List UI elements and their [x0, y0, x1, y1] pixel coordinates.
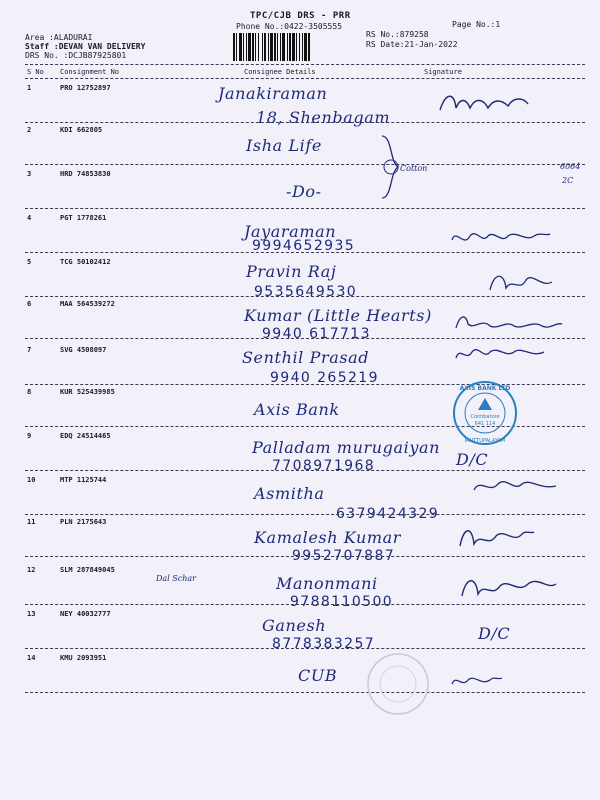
header-rule-top	[25, 64, 585, 65]
consignment-number: PGT 1778261	[60, 214, 107, 222]
row-number: 10	[27, 476, 36, 484]
staff-label: Staff :DEVAN VAN DELIVERY	[25, 42, 146, 51]
barcode-bar	[268, 33, 269, 61]
consignee-detail: 7708971968	[272, 458, 376, 474]
col-consignment: Consignment No	[60, 68, 120, 76]
stamp-pin: 641 114	[474, 421, 496, 427]
row-number: 6	[27, 300, 32, 308]
barcode-bar	[277, 33, 278, 61]
isha-note: Cotton	[400, 164, 428, 173]
barcode-bar	[302, 33, 303, 61]
consignee-name: Palladam murugaiyan	[252, 438, 441, 457]
row-separator	[25, 470, 585, 471]
row-number: 9	[27, 432, 32, 440]
consignee-name: Ganesh	[262, 616, 327, 635]
rs-number: RS No.:879258	[366, 30, 429, 39]
consignee-detail: 6379424329	[336, 506, 440, 522]
row-number: 5	[27, 258, 32, 266]
area-label: Area :ALADURAI	[25, 33, 93, 42]
barcode-bar	[270, 33, 273, 61]
consignee-detail: 8778383257	[272, 636, 376, 652]
row-number: 4	[27, 214, 32, 222]
barcode-bar	[280, 33, 281, 61]
row-number: 12	[27, 566, 36, 574]
barcode-bar	[246, 33, 247, 61]
consignment-number: TCG 50102412	[60, 258, 111, 266]
barcode-bar	[248, 33, 251, 61]
consignee-name: -Do-	[286, 182, 322, 201]
row-separator	[25, 556, 585, 557]
row-number: 11	[27, 518, 36, 526]
row13-signature: D/C	[478, 624, 511, 643]
row-number: 7	[27, 346, 32, 354]
consignee-name: Axis Bank	[254, 400, 340, 419]
col-sno: S No	[27, 68, 44, 76]
col-signature: Signature	[424, 68, 462, 76]
consignee-detail: 18, Shenbagam	[256, 108, 391, 127]
consignment-number: NEY 40032777	[60, 610, 111, 618]
consignment-number: KUR 525439985	[60, 388, 115, 396]
row-separator	[25, 648, 585, 649]
axis-bank-stamp	[452, 380, 518, 446]
barcode-bar	[239, 33, 242, 61]
row-separator	[25, 514, 585, 515]
barcode-bar	[243, 33, 244, 61]
drs-number: DRS No. :DCJB87925801	[25, 51, 127, 60]
row-number: 13	[27, 610, 36, 618]
consignment-number: PLN 2175643	[60, 518, 107, 526]
stamp-top-text: AXIS BANK LTD	[459, 385, 511, 392]
signature-6	[452, 308, 564, 338]
barcode-bar	[233, 33, 235, 61]
signature-10	[470, 474, 560, 500]
signature-12	[458, 572, 558, 606]
barcode-bar	[252, 33, 254, 61]
row-separator	[25, 338, 585, 339]
consignee-name: Asmitha	[254, 484, 325, 503]
row-number: 8	[27, 388, 32, 396]
consignment-number: PRO 12752897	[60, 84, 111, 92]
consignee-name: Janakiraman	[218, 84, 328, 103]
row-separator	[25, 208, 585, 209]
row3-side-note: 2C	[562, 176, 574, 185]
barcode-bar	[258, 33, 259, 61]
signature-5	[486, 268, 556, 298]
col-consignee: Consignee Details	[244, 68, 316, 76]
row-number: 3	[27, 170, 32, 178]
consignment-number: KMU 2093951	[60, 654, 107, 662]
consignee-detail: 9994652935	[252, 238, 356, 254]
row2-side-note: 6064	[560, 162, 581, 171]
consignee-name: Kamalesh Kumar	[254, 528, 402, 547]
row-separator	[25, 164, 585, 165]
signature-4	[448, 226, 552, 250]
barcode-bar	[236, 33, 237, 61]
barcode-bar	[304, 33, 307, 61]
barcode-bar	[255, 33, 256, 61]
signature-14	[448, 670, 504, 692]
consignment-number: HRD 74853830	[60, 170, 111, 178]
consignee-name: Manonmani	[276, 574, 378, 593]
consignment-number: SLM 287849045	[60, 566, 115, 574]
barcode-bar	[282, 33, 285, 61]
consignment-number: SVG 4508097	[60, 346, 107, 354]
row-number: 2	[27, 126, 32, 134]
header-rule-bottom	[25, 78, 585, 79]
consignee-name: Senthil Prasad	[242, 348, 370, 367]
signature-7	[452, 342, 548, 368]
consignee-detail: 9940 265219	[270, 370, 379, 386]
stamp-city: Coimbatore	[470, 414, 500, 420]
row-separator	[25, 252, 585, 253]
consignee-detail: 9952707887	[292, 548, 396, 564]
barcode-bar	[264, 33, 266, 61]
consignee-name: Pravin Raj	[246, 262, 337, 281]
rs-date: RS Date:21-Jan-2022	[366, 40, 458, 49]
consignment-number: EDQ 24514465	[60, 432, 111, 440]
row-separator	[25, 692, 585, 693]
barcode-bar	[274, 33, 276, 61]
barcode-bar	[299, 33, 300, 61]
signature-1	[436, 90, 532, 118]
phone-number: Phone No.:0422-3505555	[236, 22, 342, 31]
consignee-detail: 9788110500	[290, 594, 394, 610]
consignment-number: MAA 564539272	[60, 300, 115, 308]
stamp-bottom-text: IRUTTUPALAYAM	[464, 438, 506, 444]
brace-mark	[378, 132, 404, 202]
consignee-detail: 9535649530	[254, 284, 358, 300]
barcode-bar	[296, 33, 297, 61]
barcode-bar	[292, 33, 295, 61]
consignee-name: Jayaraman	[244, 222, 337, 241]
consignee-name: Isha Life	[246, 136, 322, 155]
barcode	[232, 33, 358, 61]
consignment-number: MTP 1125744	[60, 476, 107, 484]
barcode-bar	[287, 33, 288, 61]
barcode-bar	[289, 33, 291, 61]
row-separator	[25, 122, 585, 123]
consignee-name: CUB	[298, 666, 338, 685]
faint-stamp	[366, 652, 430, 716]
document-title: TPC/CJB DRS - PRR	[250, 11, 351, 21]
row-number: 1	[27, 84, 32, 92]
page-number: Page No.:1	[452, 20, 501, 29]
consignment-number: KDI 662805	[60, 126, 103, 134]
barcode-bar	[262, 33, 263, 61]
consignee-detail: 9940 617713	[262, 326, 371, 342]
signature-11	[456, 522, 536, 556]
row9-signature: D/C	[456, 450, 489, 469]
row12-side-note: Dal Schar	[156, 574, 196, 583]
consignee-name: Kumar (Little Hearts)	[244, 306, 432, 325]
row-number: 14	[27, 654, 36, 662]
barcode-bar	[308, 33, 310, 61]
